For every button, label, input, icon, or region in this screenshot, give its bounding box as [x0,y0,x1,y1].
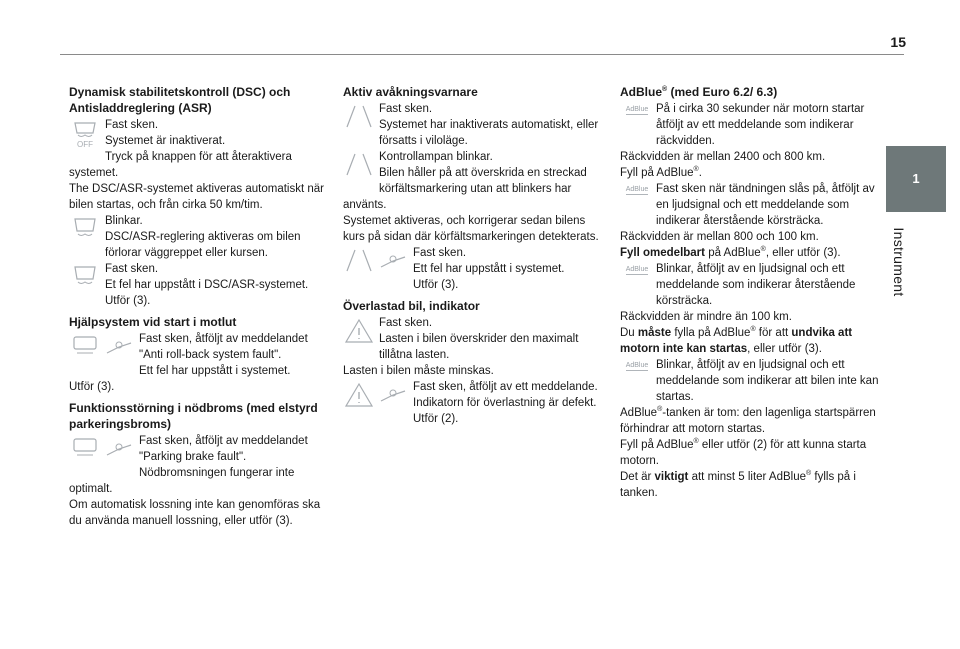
dsc-warning-icon [69,213,101,247]
lane-departure-fault-icon [343,245,409,279]
section-emergency-brake: Funktionsstörning i nödbroms (med elstyrd parkeringsbroms) Fast sken, åtföljt av meddelandet "Parking brake fault". Nödbromsningen fungerar inte optimalt. Om automatisk lossning inte kan genomföras ska du använda manuell lossning, eller utför (3). [69,400,331,529]
page-number: 15 [890,34,906,50]
lane-departure-blink-icon [343,149,375,183]
overload-fault-icon [343,379,409,413]
off-label: OFF [77,140,93,149]
header-rule [60,54,904,55]
lane-departure-icon [343,101,375,135]
column-2 [343,84,605,432]
dsc-off-warning-icon [69,117,101,151]
adblue-icon: AdBlue [625,266,649,273]
adblue-icon: AdBlue [625,186,649,193]
column-3: AdBlue® (med Euro 6.2/ 6.3) AdBlue På i cirka 30 sekunder när motorn startar åtföljt av ett meddelande som indikerar räckvidden. Räckvidden är mellan 2400 och 800 km. Fyll på AdBlue®. AdBlue Fast sken när tändningen slås på, åtföljt av en ljudsignal och ett meddelande som indikerar återstående körsträcka. Räckvidden är mellan 800 och 100 km. Fyll omedelbart på AdBlue®, eller utför (3). AdBlue Blinkar, åtföljt av en ljudsignal och ett meddelande som indikerar återstående körsträcka. Räckvidden är mindre än 100 km. Du måste fylla på AdBlue® för att undvika att motorn inte kan startas, eller utför (3). AdBlue Blinkar, åtföljt av en ljudsignal och ett meddelande som indikerar att bilen inte kan startas. AdBlue®-tanken är tom: den lagenliga startspärren förhindrar att motorn startas. Fyll på AdBlue® eller utför (2) för att kunna starta motorn. Det är viktigt att minst 5 liter AdBlue® fylls på i tanken. [620,84,882,501]
hill-start-fault-icon [69,331,135,365]
adblue-icon: AdBlue [625,362,649,369]
section-title: Funktionsstörning i nödbroms (med elstyrd parkeringsbroms) [69,401,318,431]
section-dsc-asr: Dynamisk stabilitetskontroll (DSC) och Antisladdreglering (ASR) OFF Fast sken. Systemet är inaktiverat. Tryck på knappen för att återaktivera systemet. The DSC/ASR-systemet aktiveras automatiskt när bilen startas, och från cirka 50 km/tim. Blinkar. DSC/ASR-reglering aktiveras om bilen förlorar väggreppet eller kursen. Fast sken. Et fel har uppstått i DSC/ASR-systemet. Utför (3). [69,84,331,309]
section-title: Aktiv avåkningsvarnare [343,85,478,99]
dsc-fault-icon [69,261,101,295]
section-title: Hjälpsystem vid start i motlut [69,315,237,329]
section-overload: Överlastad bil, indikator Fast sken. Lasten i bilen överskrider den maximalt tillåtna lasten. Lasten i bilen måste minskas. Fast sken, åtföljt av ett meddelande. Indikatorn för överlastning är defekt. Utför (2). [343,298,605,427]
section-lane-departure: Aktiv avåkningsvarnare Fast sken. Systemet har inaktiverats automatiskt, eller försatts i viloläge. Kontrollampan blinkar. Bilen håller på att överskrida en streckad körfältsmarkering utan att blinkers har använts. Systemet aktiveras, och korrigerar sedan bilens kurs på sidan där körfältsmarkeringen detekterats. Fast sken. Ett fel har uppstått i systemet. Utför (3). [343,84,605,293]
section-title: Dynamisk stabilitetskontroll (DSC) och Antisladdreglering (ASR) [69,85,291,115]
section-title: Överlastad bil, indikator [343,299,480,313]
chapter-label: Instrument [891,227,907,297]
column-1 [69,84,331,534]
adblue-icon: AdBlue [625,106,649,113]
section-hill-start: Hjälpsystem vid start i motlut Fast sken, åtföljt av meddelandet "Anti roll-back system fault". Ett fel har uppstått i systemet. Utför (3). [69,314,331,395]
overload-icon [343,315,375,349]
parking-brake-fault-icon [69,433,135,467]
section-title-adblue: AdBlue® (med Euro 6.2/ 6.3) [620,85,778,99]
chapter-tab[interactable]: 1 [886,146,946,212]
